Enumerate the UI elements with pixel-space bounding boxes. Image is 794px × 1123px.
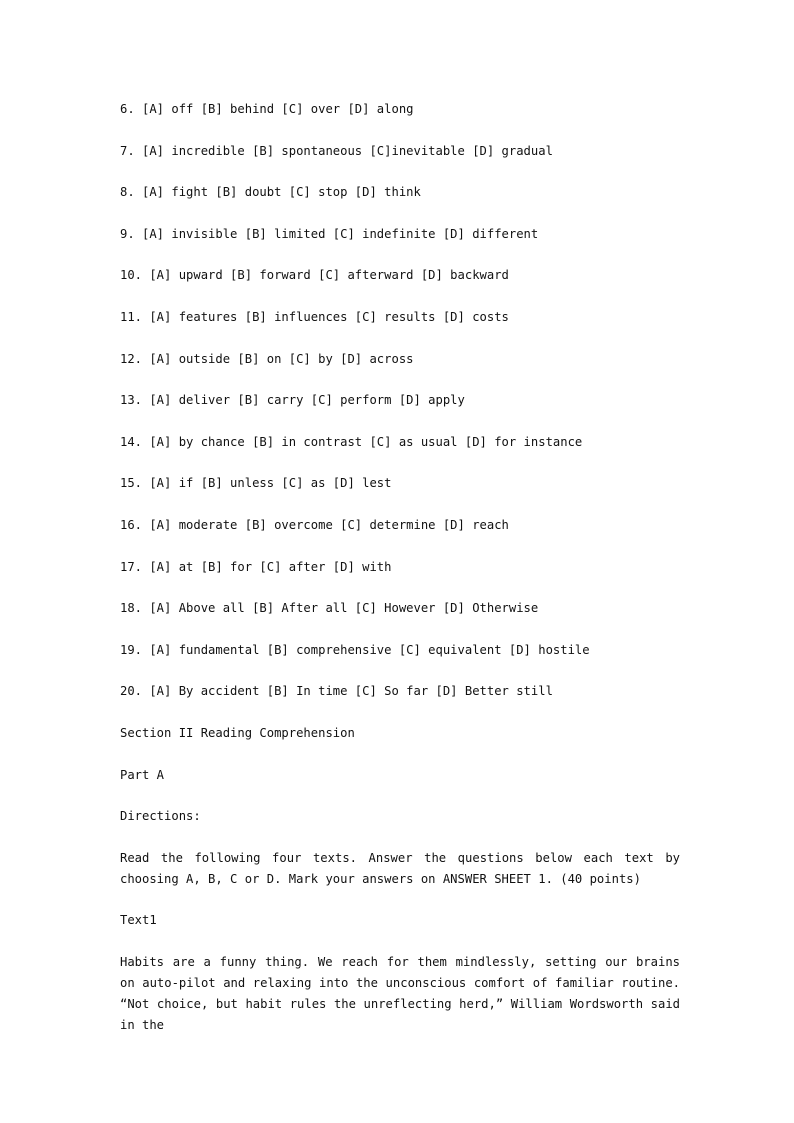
question-11: 11. [A] features [B] influences [C] results [D] costs [120, 309, 509, 324]
question-13: 13. [A] deliver [B] carry [C] perform [D] apply [120, 393, 465, 408]
question-10: 10. [A] upward [B] forward [C] afterward [D] backward [120, 268, 509, 283]
part-label: Part A [120, 767, 165, 782]
question-19: 19. [A] fundamental [B] comprehensive [C] equivalent [D] hostile [120, 642, 590, 657]
question-12: 12. [A] outside [B] on [C] by [D] across [120, 351, 414, 366]
question-16: 16. [A] moderate [B] overcome [C] determine [D] reach [120, 517, 509, 532]
section-title: Section II Reading Comprehension [120, 725, 355, 740]
question-7: 7. [A] incredible [B] spontaneous [C]inevitable [D] gradual [120, 143, 553, 158]
question-6: 6. [A] off [B] behind [C] over [D] along [120, 102, 414, 116]
question-18: 18. [A] Above all [B] After all [C] However [D] Otherwise [120, 601, 539, 616]
question-9: 9. [A] invisible [B] limited [C] indefinite [D] different [120, 226, 539, 241]
question-8: 8. [A] fight [B] doubt [C] stop [D] think [120, 185, 421, 200]
text-body: Habits are a funny thing. We reach for them mindlessly, setting our brains on auto-pilot and relaxing into the unconscious comfort of familiar routine. “Not choice, but habit rules the unreflecting herd,” William Wordsworth said in the [120, 954, 680, 1032]
directions-text: Read the following four texts. Answer the questions below each text by choosing A, B, C or D. Mark your answers on ANSWER SHEET 1. (40 points) [120, 850, 680, 886]
question-20: 20. [A] By accident [B] In time [C] So far [D] Better still [120, 684, 553, 699]
question-17: 17. [A] at [B] for [C] after [D] with [120, 559, 392, 574]
question-14: 14. [A] by chance [B] in contrast [C] as usual [D] for instance [120, 434, 583, 449]
document-content [120, 99, 680, 1056]
question-15: 15. [A] if [B] unless [C] as [D] lest [120, 476, 392, 491]
directions-label: Directions: [120, 809, 201, 824]
text-label: Text1 [120, 913, 157, 928]
